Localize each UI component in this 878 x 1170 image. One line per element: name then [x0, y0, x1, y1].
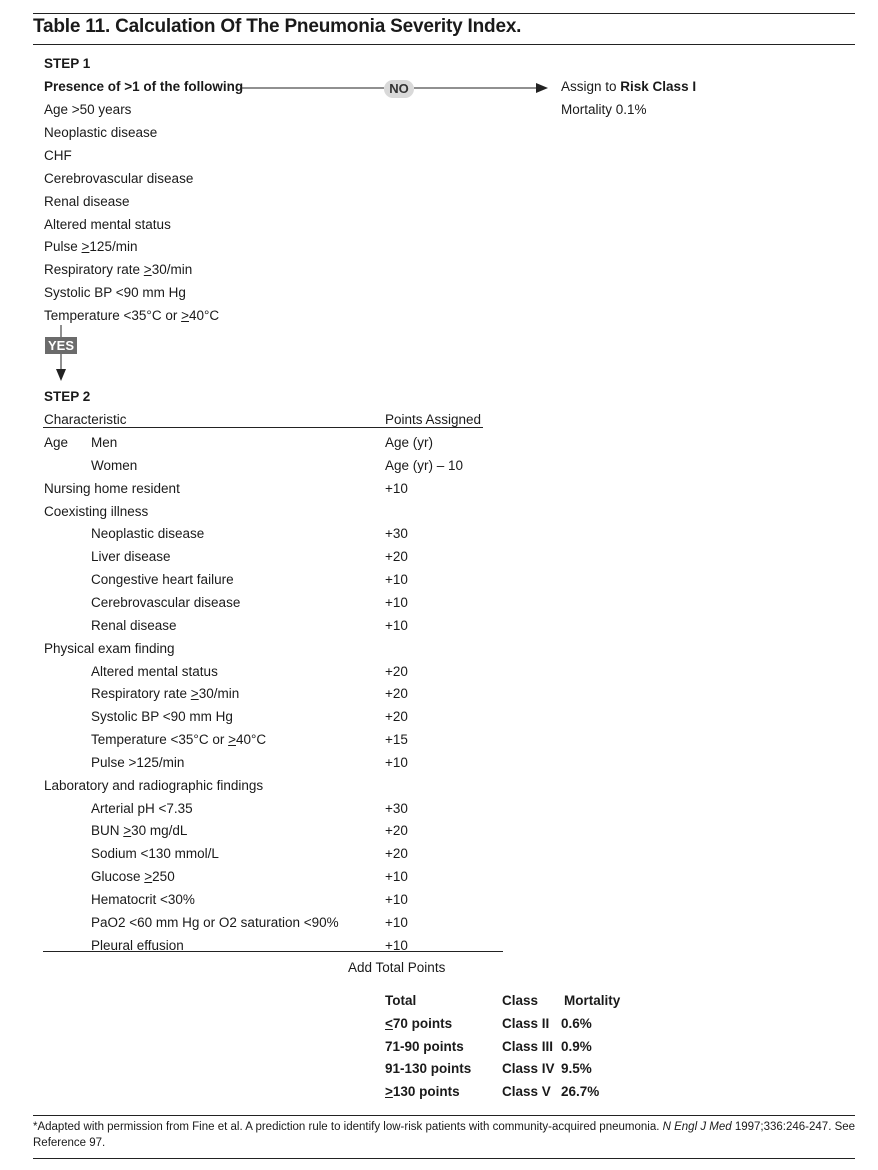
step2-group-label: Coexisting illness [44, 503, 149, 519]
step2-points: Age (yr) – 10 [385, 457, 464, 473]
step2-item-label-post: 30/min [198, 686, 240, 702]
step2-item-label: Neoplastic disease [91, 526, 205, 542]
footnote-bottom-rule [33, 1158, 855, 1159]
step1-criterion-symbol: > [81, 239, 90, 255]
risk-class-outcome [561, 79, 696, 94]
col-header-points: Points Assigned [385, 412, 482, 427]
no-arrowhead [536, 83, 548, 93]
risk-header-mortality: Mortality [564, 993, 621, 1008]
risk-row-class: Class III [502, 1038, 554, 1054]
step1-criterion: Systolic BP <90 mm Hg [44, 285, 186, 301]
risk-row-total: 71-90 points [385, 1038, 464, 1054]
step2-item-label-post: 40°C [235, 732, 267, 748]
add-total-points: Add Total Points [348, 960, 446, 975]
step1-heading: STEP 1 [44, 56, 91, 71]
outcome-mortality: Mortality 0.1% [561, 102, 647, 117]
footnote-journal: N Engl J Med [662, 1121, 732, 1133]
step2-points: +20 [385, 549, 408, 565]
step2-item-label: Pulse >125/min [91, 754, 185, 770]
step2-item-label [91, 869, 175, 884]
risk-row-class: Class II [502, 1016, 550, 1031]
step2-group-label: Age [44, 435, 69, 450]
step2-item-label: Men [91, 435, 118, 450]
step2-item-label: Arterial pH <7.35 [91, 800, 193, 816]
step2-item-label-symbol: > [228, 732, 236, 748]
step2-item-label [91, 823, 187, 838]
step2-bottom-rule [43, 951, 503, 952]
step2-item-label-symbol: > [190, 686, 199, 702]
risk-row-total-post: 70 points [392, 1016, 453, 1031]
step1-criterion: Altered mental status [44, 216, 171, 232]
step2-item-label: Liver disease [91, 549, 171, 565]
risk-row-total [385, 1084, 460, 1099]
step1-criterion: Renal disease [44, 193, 130, 209]
step2-item-label: Sodium <130 mmol/L [91, 846, 219, 862]
risk-header-class: Class [502, 993, 539, 1008]
step2-item-label: Renal disease [91, 617, 177, 633]
step2-points: +30 [385, 800, 408, 816]
risk-row-mortality: 0.9% [561, 1038, 592, 1054]
step2-item-label: Congestive heart failure [91, 572, 234, 588]
step1-criterion-symbol: > [181, 308, 189, 324]
step1-arrows [0, 0, 878, 400]
risk-row-total: 91-130 points [385, 1061, 472, 1077]
step2-group-label: Physical exam finding [44, 640, 175, 656]
step2-points: +20 [385, 823, 408, 839]
step2-heading: STEP 2 [44, 389, 91, 404]
footnote-text: *Adapted with permission from Fine et al. A prediction rule to identify low-risk patients with community-acquired pneumonia. [33, 1121, 663, 1133]
step2-header-rule [43, 427, 483, 428]
step1-criterion: Neoplastic disease [44, 124, 158, 140]
step2-points: +20 [385, 709, 408, 725]
step1-criterion-pre: Pulse [44, 239, 82, 255]
step2-item-label: Hematocrit <30% [91, 892, 195, 907]
step2-group-label: Laboratory and radiographic findings [44, 777, 264, 793]
footnote-top-rule [33, 1115, 855, 1116]
risk-row-total-post: 130 points [392, 1084, 460, 1100]
step2-item-label-symbol: > [123, 823, 132, 839]
step1-criterion: Age >50 years [44, 102, 132, 117]
risk-row-mortality: 26.7% [561, 1084, 600, 1100]
step2-points: +10 [385, 617, 408, 633]
step2-item-label: Pleural effusion [91, 937, 184, 953]
step1-criterion: CHF [44, 147, 72, 163]
step2-points: Age (yr) [385, 435, 434, 450]
risk-row-total [385, 1016, 452, 1031]
step1-criterion-post: 125/min [89, 239, 138, 255]
step1-criterion-post: 40°C [188, 308, 220, 324]
risk-row-mortality: 0.6% [561, 1016, 592, 1031]
step2-points: +20 [385, 686, 408, 702]
step2-points: +10 [385, 594, 408, 610]
risk-row-class: Class V [502, 1084, 551, 1100]
col-header-characteristic: Characteristic [44, 412, 127, 427]
step2-item-label [91, 732, 266, 747]
no-badge: NO [384, 80, 414, 98]
step2-item-label: Cerebrovascular disease [91, 594, 241, 610]
step1-criterion-pre: Respiratory rate [44, 262, 144, 278]
step1-criterion-post: 30/min [151, 262, 193, 278]
outcome-class: Risk Class I [620, 79, 697, 94]
step2-points: +15 [385, 732, 408, 748]
step2-points: +10 [385, 937, 408, 953]
risk-row-total-symbol: < [385, 1016, 393, 1031]
step1-criterion-pre: Temperature <35°C or [44, 308, 182, 324]
step1-criterion-symbol: > [143, 262, 152, 278]
step2-item-label-pre: Respiratory rate [91, 686, 191, 702]
step2-item-label: Women [91, 457, 138, 473]
outcome-prefix: Assign to [561, 79, 621, 94]
yes-badge: YES [45, 337, 77, 354]
step2-item-label: PaO2 <60 mm Hg or O2 saturation <90% [91, 914, 339, 930]
step2-points: +10 [385, 572, 408, 588]
step2-points: +10 [385, 480, 408, 496]
table-title: Table 11. Calculation Of The Pneumonia Severity Index. [33, 16, 522, 37]
step2-item-label: Systolic BP <90 mm Hg [91, 709, 233, 725]
step2-points: +10 [385, 869, 408, 885]
step2-points: +20 [385, 846, 408, 862]
risk-row-mortality: 9.5% [561, 1061, 592, 1077]
step1-criteria-intro: Presence of >1 of the following [44, 79, 244, 94]
footnote [33, 1119, 857, 1151]
step2-item-label-post: 30 mg/dL [131, 823, 188, 839]
step2-points: +10 [385, 914, 408, 930]
step2-points: +10 [385, 892, 408, 907]
risk-header-total: Total [385, 993, 417, 1008]
step2-item-label [91, 686, 239, 701]
step2-points: +10 [385, 754, 408, 770]
step2-item-label-pre: Glucose [91, 869, 145, 885]
step2-item-label-post: 250 [152, 869, 175, 885]
risk-row-total-symbol: > [385, 1084, 393, 1100]
step2-item-label-symbol: > [144, 869, 153, 885]
risk-row-class: Class IV [502, 1061, 555, 1077]
footnote-citation: 1997;336:246-247. See Reference 97. [33, 1121, 856, 1149]
step2-group-label: Nursing home resident [44, 480, 180, 496]
step2-points: +20 [385, 663, 408, 679]
step2-item-label: Altered mental status [91, 663, 218, 679]
step2-item-label-pre: BUN [91, 823, 124, 839]
step2-points: +30 [385, 526, 408, 542]
step1-criterion: Cerebrovascular disease [44, 170, 194, 186]
yes-arrowhead [56, 369, 66, 381]
step2-item-label-pre: Temperature <35°C or [91, 732, 229, 748]
